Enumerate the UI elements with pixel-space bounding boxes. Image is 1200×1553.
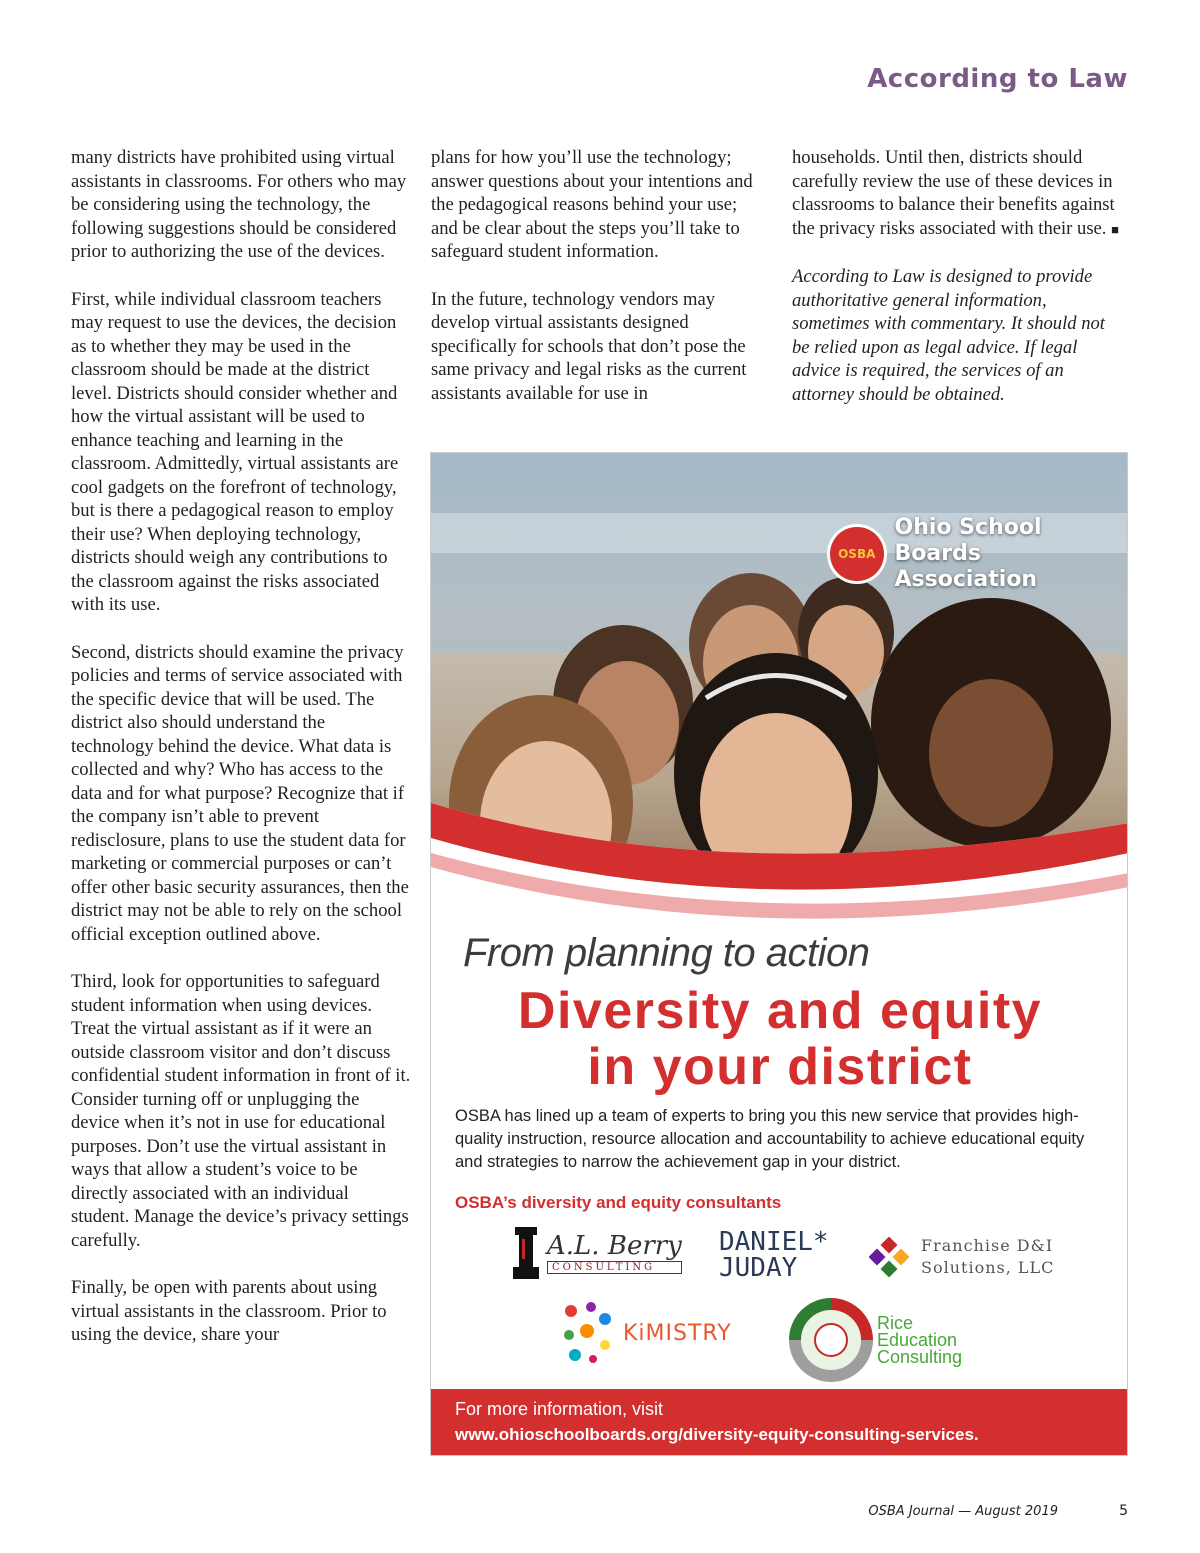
franchise-line1: Franchise D&I <box>921 1236 1054 1255</box>
al-berry-sub: CONSULTING <box>547 1261 682 1274</box>
red-swoosh-decoration <box>431 783 1128 953</box>
end-mark-icon: ■ <box>1111 221 1119 237</box>
disclaimer: According to Law is designed to provide authoritative general information, sometimes with commentary. It should not be relied upon as legal advice. If legal advice is required, the services of an attorney should be obtained. <box>792 266 1105 405</box>
paragraph: First, while individual classroom teachers may request to use the devices, the decision as to whether they may be used in the classroom should be made at the district level. Districts should consider whether and how the virtual assistant will be used to enhance teaching and learning in the classroom. Admittedly, virtual assistants are cool gadgets on the forefront of technology, but is there a pedagogical reason to employ their use? When deploying technology, districts should weigh any contributions to the classroom against the risks associated with its use. <box>71 288 399 615</box>
paragraph: plans for how you’ll use the technology; answer questions about your intentions and the pedagogical reasons behind your use; and be clear about the steps you’ll take to safeguard student information. <box>431 147 753 262</box>
asterisk-icon: * <box>812 1227 829 1257</box>
osba-name-line1: Ohio School <box>894 515 1042 540</box>
paragraph: Third, look for opportunities to safeguard student information when using devices. Treat the virtual assistant as if it were an outside classroom visitor and don’t discuss confidential student information in front of it. Consider turning off or unplugging the device when it’s not in use for educational purposes. Don’t use the virtual assistant in ways that allow a student’s voice to be directly associated with an individual student. Manage the device’s privacy settings carefully. <box>71 971 411 1251</box>
ad-headline-line1: Diversity and equity <box>517 982 1043 1040</box>
rice-education-logo <box>789 1298 962 1382</box>
paragraph: In the future, technology vendors may develop virtual assistants designed specifically for schools that don’t pose the same privacy and legal risks as the current assistants available for use in <box>431 288 747 404</box>
osba-name <box>895 515 1129 593</box>
ad-footer-banner <box>431 1389 1128 1456</box>
article-column-3 <box>792 146 1127 430</box>
al-berry-text <box>547 1231 682 1274</box>
chess-rook-icon <box>511 1223 541 1281</box>
paragraph: Second, districts should examine the privacy policies and terms of service associated with the specific device that will be used. The district also should understand the technology behind the device. What data is collected and why? Who has access to the data and for what purpose? Recognize that if the company isn’t able to prevent redisclosure, plans to use the student data for marketing or commercial purposes or can’t offer other basic security assurances, then the district may not be able to rely on the school official exception outlined above. <box>71 641 409 945</box>
kimistry-logo <box>561 1301 732 1365</box>
article-column-2 <box>431 146 766 429</box>
paragraph: Finally, be open with parents about using virtual assistants in the classroom. Prior to using the device, share your <box>71 1277 387 1345</box>
molecule-icon <box>561 1301 613 1365</box>
ad-footer-url-line <box>455 1425 979 1445</box>
franchise-diamond-icon <box>869 1237 909 1277</box>
al-berry-name: A.L. Berry <box>547 1230 682 1261</box>
advertisement[interactable] <box>430 452 1128 1456</box>
ad-body: OSBA has lined up a team of experts to bring you this new service that provides high-quality instruction, resource allocation and accountability to achieve educational equity and strategies to narrow the achievement gap in your district. <box>455 1107 1085 1171</box>
ad-footer-line1: For more information, visit <box>455 1399 664 1419</box>
ad-headline <box>431 983 1128 1095</box>
page-number: 5 <box>1119 1503 1128 1519</box>
franchise-line2: Solutions, LLC <box>921 1258 1055 1277</box>
ad-headline-line2: in your district <box>587 1038 973 1096</box>
kimistry-text: KiMISTRY <box>623 1320 732 1346</box>
rice-emblem-icon <box>789 1298 873 1382</box>
franchise-di-logo <box>869 1235 1054 1279</box>
consulting-services-link[interactable]: www.ohioschoolboards.org/diversity-equity-consulting-services <box>455 1425 974 1444</box>
daniel-juday-logo <box>719 1229 829 1281</box>
journal-footer: OSBA Journal — August 2019 <box>868 1504 1058 1519</box>
juday-line1 <box>719 1229 829 1255</box>
franchise-text <box>921 1235 1054 1279</box>
al-berry-consulting-logo <box>511 1223 682 1281</box>
paragraph: many districts have prohibited using virtual assistants in classrooms. For others who may be considering using the technology, the following suggestions should be considered prior to authorizing the use of the devices. <box>71 147 407 262</box>
juday-line1-text: DANIEL <box>719 1227 813 1257</box>
section-title: According to Law <box>867 64 1128 94</box>
osba-name-line2: Boards Association <box>894 541 1038 592</box>
article-column-1 <box>71 146 411 1371</box>
rice-line1: Rice <box>877 1312 914 1333</box>
rice-text <box>877 1312 963 1367</box>
consultants-title: OSBA’s diversity and equity consultants <box>455 1193 782 1212</box>
paragraph-text: households. Until then, districts should carefully review the use of these devices in classrooms to balance their benefits against the privacy risks associated with their use. <box>792 147 1115 239</box>
rice-line3: Consulting <box>877 1346 963 1367</box>
ad-kicker: From planning to action <box>463 931 870 975</box>
paragraph <box>792 146 1127 241</box>
osba-brand <box>827 515 1128 593</box>
url-period: . <box>973 1425 979 1444</box>
rice-line2: Education <box>877 1329 958 1350</box>
juday-line2: JUDAY <box>719 1253 798 1283</box>
osba-seal-icon: OSBA <box>827 524 887 584</box>
